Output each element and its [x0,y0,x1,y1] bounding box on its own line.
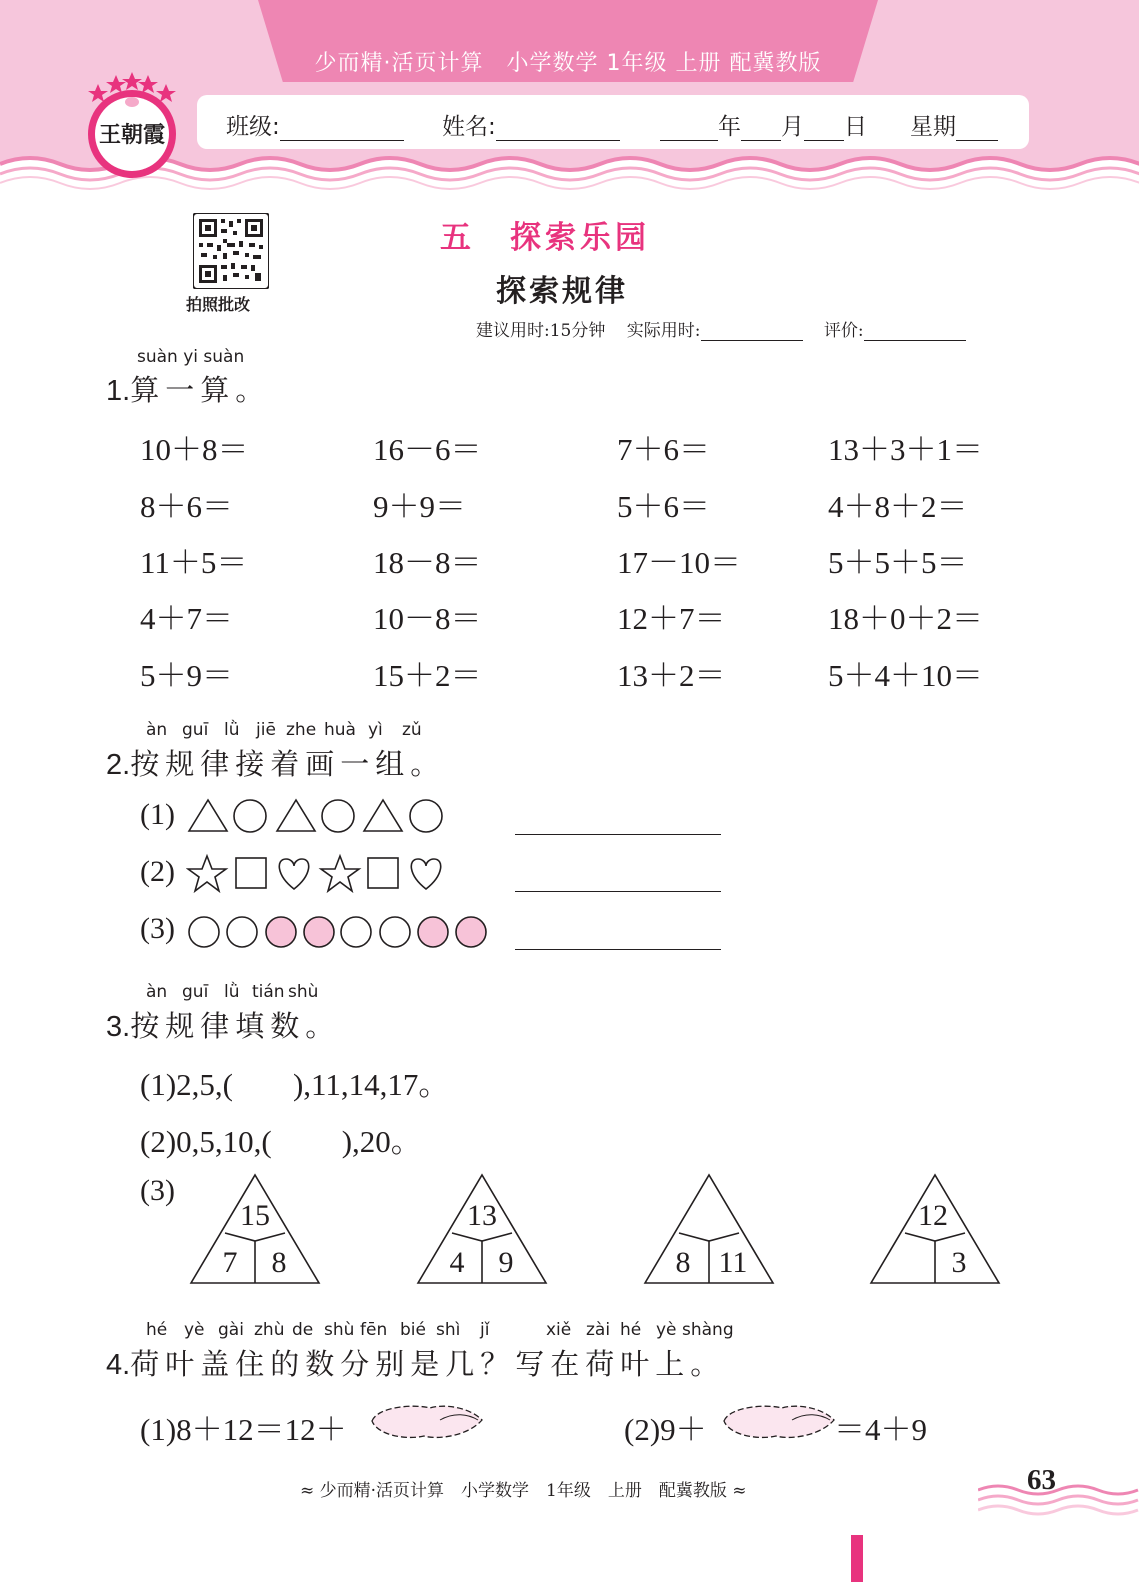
unit-title: 五 探索乐园 [440,220,650,256]
q2-number: 2. [106,749,131,781]
sequence-2-start: 0,5,10,( [176,1124,272,1159]
lotus-1-equation: 8＋12＝12＋ [176,1412,347,1447]
equation[interactable]: 13＋2＝ [617,658,726,693]
pattern-2-shapes [186,853,448,895]
q2-heading [106,742,445,783]
star-icon [321,856,359,891]
equation[interactable]: 17－10＝ [617,545,741,580]
circle-icon [227,917,257,947]
series-title: 少而精·活页计算 小学数学 1年级 上册 配冀教版 [314,51,822,76]
sequence-1-start: 2,5,( [176,1067,233,1102]
lotus-equation-2 [624,1404,707,1449]
lesson-title: 探索规律 [496,274,628,309]
equation[interactable]: 5＋6＝ [617,489,710,524]
day-label: 日 [844,114,867,140]
lotus-2-equation-end: ＝4＋9 [834,1412,927,1447]
time-info [476,316,966,341]
triangle-icon [364,800,402,831]
q2-title: 按规律接着画一组。 [130,747,446,781]
triangle-top[interactable]: 12 [918,1199,948,1232]
lotus-1-label: (1) [140,1412,177,1447]
circle-icon [322,800,354,832]
sequence-1 [140,1059,449,1104]
q4-title: 荷叶盖住的数分别是几？写在荷叶上。 [130,1347,726,1381]
qr-label: 拍照批改 [186,295,251,314]
pattern-2-answer-line[interactable] [515,891,721,892]
circle-icon [341,917,371,947]
bottom-edge-tab [851,1535,863,1582]
star-icon [188,856,226,891]
equation[interactable]: 8＋6＝ [140,489,233,524]
equation[interactable]: 11＋5＝ [140,545,248,580]
lotus-equation-1 [140,1404,347,1449]
equation[interactable]: 7＋6＝ [617,432,710,467]
equation[interactable]: 9＋9＝ [373,489,466,524]
square-icon [368,858,398,888]
pink-circle-icon [418,917,448,947]
rating-label: 评价: [823,321,864,341]
number-triangle [415,1173,549,1286]
triangle-top[interactable]: 15 [240,1199,270,1232]
name-label: 姓名: [442,114,496,140]
triangle-frame-icon [642,1173,776,1286]
lotus-2-equation-start: 9＋ [660,1412,707,1447]
triangle-top[interactable]: 13 [467,1199,497,1232]
suggested-time: 建议用时:15分钟 [476,321,606,341]
equation[interactable]: 5＋9＝ [140,658,233,693]
weekday-label: 星期 [910,114,956,140]
class-blank[interactable] [280,118,404,141]
equation[interactable]: 18－8＝ [373,545,482,580]
equation[interactable]: 4＋8＋2＝ [828,489,968,524]
sequence-1-label: (1) [140,1067,177,1102]
pink-circle-icon [456,917,486,947]
weekday-blank[interactable] [956,118,998,141]
sequence-2-label: (2) [140,1124,177,1159]
triangle-right[interactable]: 3 [951,1246,967,1279]
triangle-icon [189,800,227,831]
q1-number: 1. [106,375,131,407]
q3-heading [106,1004,340,1045]
month-label: 月 [781,114,804,140]
pattern-3-shapes [186,912,492,952]
rating-blank[interactable] [864,322,966,341]
triangles-label: (3) [140,1174,175,1207]
sequence-2 [140,1116,422,1161]
equation[interactable]: 4＋7＝ [140,601,233,636]
equation[interactable]: 13＋3＋1＝ [828,432,983,467]
circle-icon [189,917,219,947]
equation[interactable]: 15＋2＝ [373,658,482,693]
day-blank[interactable] [804,118,844,141]
sequence-1-end: ),11,14,17。 [292,1067,450,1102]
corner-waves [978,1480,1139,1520]
actual-time-blank[interactable] [701,322,803,341]
lotus-2-label: (2) [624,1412,661,1447]
date-field[interactable] [660,108,867,141]
brand-logo-icon [78,70,186,182]
pink-circle-icon [266,917,296,947]
pattern-1-answer-line[interactable] [515,834,721,835]
equation[interactable]: 16－6＝ [373,432,482,467]
triangle-icon [277,800,315,831]
number-triangle [868,1173,1002,1286]
equation[interactable]: 18＋0＋2＝ [828,601,983,636]
year-blank[interactable] [660,118,718,141]
name-blank[interactable] [496,118,620,141]
heart-icon [279,859,308,889]
pink-circle-icon [304,917,334,947]
q1-title: 算一算。 [130,373,271,407]
number-triangle [188,1173,322,1286]
actual-time-label: 实际用时: [626,321,701,341]
equation[interactable]: 5＋4＋10＝ [828,658,983,693]
q3-title: 按规律填数。 [130,1009,341,1043]
lotus-leaf-icon[interactable] [720,1400,838,1442]
lotus-leaf-icon[interactable] [368,1400,486,1442]
class-field[interactable] [226,108,404,141]
triangle-right[interactable]: 9 [498,1246,514,1279]
square-icon [236,858,266,888]
triangle-left[interactable]: 4 [449,1246,465,1279]
pattern-1-shapes [186,796,448,838]
number-triangle [642,1173,776,1286]
pattern-3-label: (3) [140,912,175,945]
equation[interactable]: 10＋8＝ [140,432,249,467]
qr-code-icon[interactable] [193,213,269,289]
heart-icon [411,859,440,889]
triangle-right[interactable]: 8 [271,1246,287,1279]
triangle-left[interactable]: 7 [222,1246,238,1279]
q4-number: 4. [106,1349,131,1381]
triangle-left[interactable]: 8 [675,1246,691,1279]
equation[interactable]: 10－8＝ [373,601,482,636]
class-label: 班级: [226,114,280,140]
triangle-right[interactable]: 11 [718,1246,748,1279]
circle-icon [234,800,266,832]
equation[interactable]: 12＋7＝ [617,601,726,636]
equation[interactable]: 5＋5＋5＝ [828,545,968,580]
pattern-2-label: (2) [140,855,175,888]
circle-icon [410,800,442,832]
pattern-1-label: (1) [140,798,175,831]
svg-text:王朝霞: 王朝霞 [98,122,166,148]
q1-heading [106,368,270,409]
weekday-field[interactable] [910,108,998,141]
year-label: 年 [718,114,741,140]
page-number: 63 [1027,1464,1056,1496]
q1-pinyin: suàn yi suàn [137,347,245,367]
sequence-2-end: ),20。 [341,1124,422,1159]
footer-text: ≈ 少而精·活页计算 小学数学 1年级 上册 配冀教版 ≈ [300,1481,747,1501]
pattern-3-answer-line[interactable] [515,949,721,950]
circle-icon [380,917,410,947]
q4-heading [106,1342,725,1383]
name-field[interactable] [442,108,620,141]
month-blank[interactable] [741,118,781,141]
q3-number: 3. [106,1011,131,1043]
